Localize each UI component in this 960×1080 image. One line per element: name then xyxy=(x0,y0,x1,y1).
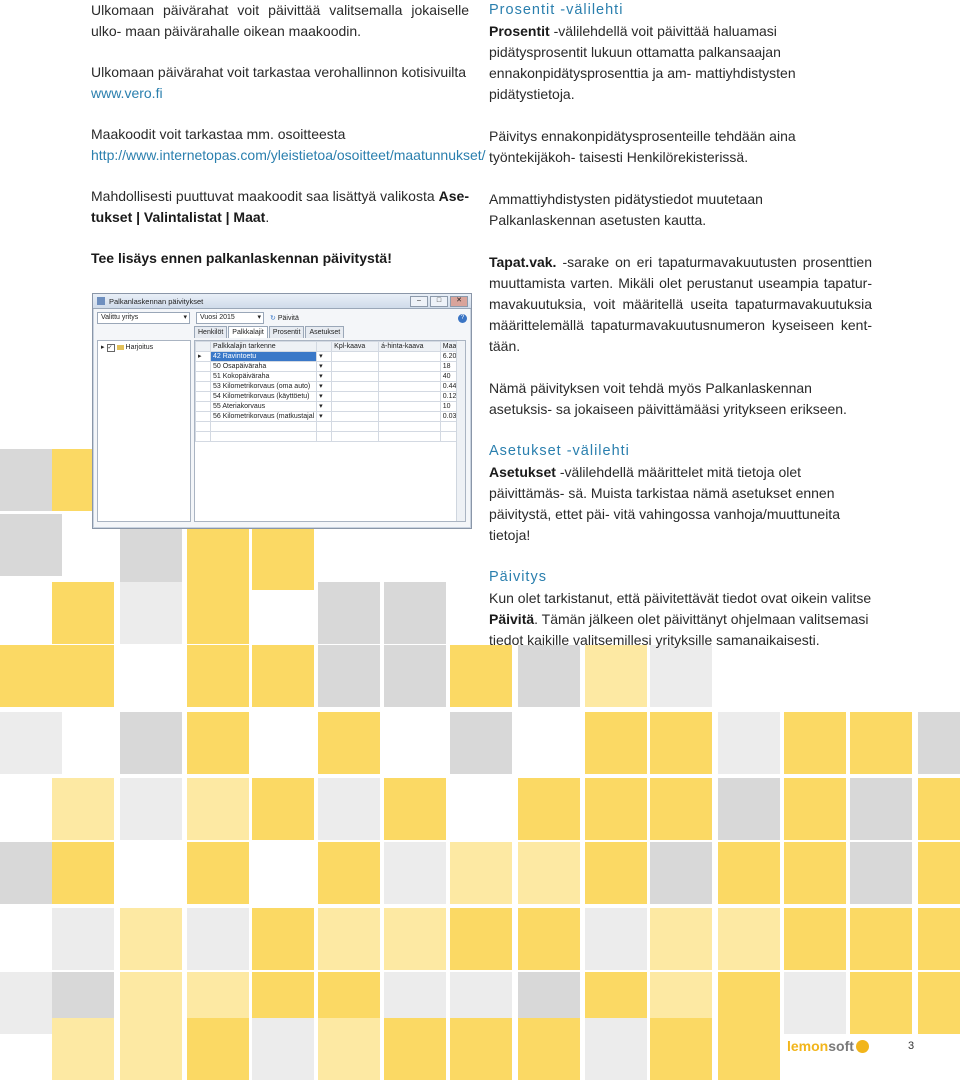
decorative-square xyxy=(187,908,249,970)
kpl-cell[interactable] xyxy=(332,392,379,402)
tree-item[interactable] xyxy=(98,341,190,354)
decorative-square xyxy=(120,1018,182,1080)
decorative-square xyxy=(585,712,647,774)
decorative-square xyxy=(585,842,647,904)
decorative-square xyxy=(784,908,846,970)
kpl-cell[interactable] xyxy=(332,372,379,382)
maa-cell[interactable]: 10 xyxy=(440,402,464,412)
decorative-square xyxy=(120,778,182,840)
decorative-square xyxy=(518,842,580,904)
row-indicator xyxy=(196,412,211,422)
salary-type-cell[interactable]: 55 Ateriakorvaus xyxy=(211,402,317,412)
decorative-square xyxy=(518,908,580,970)
dropdown-icon[interactable]: ▾ xyxy=(317,392,332,402)
tax-website-text: Ulkomaan päivärahat voit tarkastaa verohallinnon kotisivuilta xyxy=(91,64,467,80)
decorative-square xyxy=(384,778,446,840)
window-toolbar xyxy=(97,312,467,324)
asetukset-bold: Asetukset xyxy=(489,464,556,480)
payroll-update-window xyxy=(92,293,472,529)
company-tree xyxy=(97,340,191,522)
paivitys-text-1: Kun olet tarkistanut, että päivitettävät tiedot ovat oikein valitse xyxy=(489,590,872,606)
decorative-square xyxy=(650,645,712,707)
decorative-square xyxy=(252,778,314,840)
page-number: 3 xyxy=(908,1040,915,1052)
decorative-square xyxy=(187,528,249,590)
refresh-icon: ↻ xyxy=(270,314,276,322)
decorative-square xyxy=(784,778,846,840)
minimize-icon[interactable]: – xyxy=(410,296,428,307)
link-vero[interactable]: www.vero.fi xyxy=(91,85,163,101)
salary-type-cell[interactable]: 42 Ravintoetu xyxy=(211,352,317,362)
chevron-down-icon: ▾ xyxy=(257,314,261,321)
decorative-square xyxy=(718,778,780,840)
kpl-cell[interactable] xyxy=(332,412,379,422)
dropdown-icon[interactable]: ▾ xyxy=(317,402,332,412)
decorative-square xyxy=(718,908,780,970)
paragraph-union: Ammattiyhdistysten pidätystiedot muutetaan Palkanlaskennan asetusten kautta. xyxy=(489,191,763,228)
paragraph-settings-alt: Nämä päivityksen voit tehdä myös Palkanlaskennan asetuksis- sa jokaiseen päivittämääsi yritykseen erikseen. xyxy=(489,380,847,417)
decorative-square xyxy=(850,778,912,840)
decorative-square xyxy=(384,908,446,970)
kpl-cell[interactable] xyxy=(332,382,379,392)
decorative-square xyxy=(850,842,912,904)
paragraph-tax-website xyxy=(91,62,469,104)
ahinta-cell[interactable] xyxy=(379,392,441,402)
ahinta-cell[interactable] xyxy=(379,352,441,362)
decorative-square xyxy=(384,645,446,707)
tab-palkkalajit[interactable]: Palkkalajit xyxy=(228,326,268,338)
right-column xyxy=(489,0,872,651)
decorative-square xyxy=(918,972,960,1034)
decorative-square xyxy=(450,908,512,970)
maa-cell[interactable]: 0.12 xyxy=(440,392,464,402)
kpl-cell[interactable] xyxy=(332,352,379,362)
table-row-empty[interactable] xyxy=(196,422,465,432)
link-internetopas[interactable]: http://www.internetopas.com/yleistietoa/osoitteet/maatunnukset/ xyxy=(91,147,486,163)
update-button-label: Päivitä xyxy=(277,314,299,322)
row-indicator xyxy=(196,372,211,382)
chevron-down-icon: ▾ xyxy=(183,314,187,321)
table-row[interactable] xyxy=(196,392,465,402)
row-indicator xyxy=(196,392,211,402)
decorative-square xyxy=(0,514,62,576)
paragraph-country-codes xyxy=(91,124,486,166)
close-icon[interactable]: ✕ xyxy=(450,296,468,307)
maa-cell[interactable]: 18 xyxy=(440,362,464,372)
decorative-square xyxy=(918,712,960,774)
row-indicator xyxy=(196,382,211,392)
paragraph-missing-codes: Mahdollisesti puuttuvat maakoodit saa lisättyä valikosta Ase- tukset | Valintalistat | Maat. xyxy=(91,188,469,225)
decorative-square xyxy=(718,1018,780,1080)
ahinta-cell[interactable] xyxy=(379,362,441,372)
paragraph-daily-allowance: Ulkomaan päivärahat voit päivittää valitsemalla jokaiselle ulko- maan päivärahalle oikean maakoodin. xyxy=(91,2,469,39)
salary-type-cell[interactable]: 56 Kilometrikorvaus (matkustajal xyxy=(211,412,317,422)
decorative-square xyxy=(784,972,846,1034)
maa-cell[interactable]: 0.03 xyxy=(440,412,464,422)
decorative-square xyxy=(784,842,846,904)
table-row[interactable] xyxy=(196,372,465,382)
decorative-square xyxy=(187,1018,249,1080)
decorative-square xyxy=(518,778,580,840)
decorative-square xyxy=(318,712,380,774)
prosentit-text: -välilehdellä voit päivittää haluamasi pidätysprosentit lukuun ottamatta palkansaajan ennakonpidätysprosenttia ja am- mattiyhdistysten pidätystietoja. xyxy=(489,23,796,102)
decorative-square xyxy=(384,842,446,904)
paragraph-prosentit xyxy=(489,21,872,105)
decorative-square xyxy=(918,908,960,970)
salary-type-cell[interactable]: 53 Kilometrikorvaus (oma auto) xyxy=(211,382,317,392)
warning-text: Tee lisäys ennen palkanlaskennan päivitystä! xyxy=(91,250,392,266)
window-tabs xyxy=(194,326,344,338)
decorative-square xyxy=(120,528,182,590)
table-row[interactable] xyxy=(196,412,465,422)
help-icon[interactable]: ? xyxy=(458,314,467,323)
table-row-empty[interactable] xyxy=(196,432,465,442)
asetukset-text: -välilehdellä määrittelet mitä tietoja olet päivittämäs- sä. Muista tarkistaa nämä asetukset ennen päivitystä, ettet päi- vitä vahingossa vanhoja/muuttuneita tietoja! xyxy=(489,464,840,543)
decorative-square xyxy=(187,842,249,904)
decorative-square xyxy=(450,712,512,774)
decorative-square xyxy=(120,908,182,970)
decorative-square xyxy=(585,908,647,970)
dropdown-icon[interactable]: ▾ xyxy=(317,382,332,392)
app-icon xyxy=(97,297,105,305)
decorative-square xyxy=(450,842,512,904)
decorative-square xyxy=(850,712,912,774)
table-row[interactable] xyxy=(196,362,465,372)
decorative-square xyxy=(120,712,182,774)
decorative-square xyxy=(450,1018,512,1080)
company-combo-value: Valittu yritys xyxy=(101,314,139,321)
expand-icon: ▸ xyxy=(101,344,105,351)
grid-header[interactable]: Palkkalajin tarkenne xyxy=(211,342,317,352)
grid-header[interactable]: Kpl-kaava xyxy=(332,342,379,352)
decorative-square xyxy=(187,778,249,840)
update-button[interactable] xyxy=(270,314,299,323)
decorative-square xyxy=(252,528,314,590)
decorative-square xyxy=(384,582,446,644)
missing-codes-text: Mahdollisesti puuttuvat maakoodit saa lisättyä valikosta xyxy=(91,188,435,204)
grid-header[interactable]: á-hinta-kaava xyxy=(379,342,441,352)
decorative-square xyxy=(518,1018,580,1080)
ahinta-cell[interactable] xyxy=(379,402,441,412)
logo-part-soft: soft xyxy=(828,1038,854,1054)
grid-header[interactable]: Maa xyxy=(440,342,464,352)
dropdown-icon[interactable]: ▾ xyxy=(317,362,332,372)
dropdown-icon[interactable]: ▾ xyxy=(317,372,332,382)
year-combo[interactable] xyxy=(196,312,264,324)
table-row[interactable] xyxy=(196,402,465,412)
decorative-square xyxy=(318,645,380,707)
checkbox-icon[interactable]: ✓ xyxy=(107,344,113,351)
decorative-square xyxy=(784,712,846,774)
salary-type-cell[interactable]: 54 Kilometrikorvaus (käyttöetu) xyxy=(211,392,317,402)
decorative-square xyxy=(52,645,114,707)
decorative-square xyxy=(918,778,960,840)
decorative-square xyxy=(52,908,114,970)
salary-type-grid xyxy=(194,340,466,522)
row-indicator: ▸ xyxy=(196,352,211,362)
maximize-icon[interactable]: □ xyxy=(430,296,448,307)
window-titlebar xyxy=(93,294,471,309)
section-title-paivitys: Päivitys xyxy=(489,569,547,585)
kpl-cell[interactable] xyxy=(332,402,379,412)
decorative-square xyxy=(318,582,380,644)
decorative-square xyxy=(52,1018,114,1080)
paragraph-warning xyxy=(91,248,469,269)
prosentit-bold: Prosentit xyxy=(489,23,550,39)
decorative-square xyxy=(52,582,114,644)
paragraph-paivitys xyxy=(489,588,872,651)
decorative-square xyxy=(518,645,580,707)
table-row[interactable] xyxy=(196,382,465,392)
salary-type-cell[interactable]: 50 Osapäiväraha xyxy=(211,362,317,372)
decorative-square xyxy=(187,712,249,774)
ahinta-cell[interactable] xyxy=(379,382,441,392)
decorative-square xyxy=(384,1018,446,1080)
tab-prosentit[interactable]: Prosentit xyxy=(269,326,305,338)
country-codes-text: Maakoodit voit tarkastaa mm. osoitteesta xyxy=(91,126,346,142)
decorative-square xyxy=(585,778,647,840)
kpl-cell[interactable] xyxy=(332,362,379,372)
accident-text: -sarake on eri tapaturmavakuutusten prosenttien muuttamista varten. Mikäli olet perustanut useampia tapatur- mavakuutuksia, voit määritellä useita tapaturmavakuutuksia määrittelemällä tapaturmavakuutusnumeron kyseiseen kent- tään. xyxy=(489,254,873,354)
decorative-square xyxy=(187,645,249,707)
table-row[interactable] xyxy=(196,352,465,362)
decorative-square xyxy=(318,908,380,970)
section-title-prosentit: Prosentit -välilehti xyxy=(489,2,624,18)
decorative-square xyxy=(718,842,780,904)
section-title-asetukset: Asetukset -välilehti xyxy=(489,443,630,459)
tab-henkilot[interactable]: Henkilöt xyxy=(194,326,227,338)
paragraph-withholding: Päivitys ennakonpidätysprosenteille tehdään aina työntekijäkoh- taisesti Henkilörekisterissä. xyxy=(489,128,796,165)
maa-cell[interactable]: 40 xyxy=(440,372,464,382)
decorative-square xyxy=(0,712,62,774)
ahinta-cell[interactable] xyxy=(379,412,441,422)
scrollbar[interactable] xyxy=(456,341,465,521)
decorative-square xyxy=(918,842,960,904)
maa-cell[interactable]: 6.20 xyxy=(440,352,464,362)
decorative-square xyxy=(450,645,512,707)
decorative-square xyxy=(120,582,182,644)
decorative-square xyxy=(650,712,712,774)
decorative-square xyxy=(318,1018,380,1080)
decorative-square xyxy=(252,908,314,970)
paivitys-text-2: . Tämän jälkeen olet päivittänyt ohjelmaan valitsemasi tiedot kaikille valitsemillesi yrityksille samanaikaisesti. xyxy=(489,611,869,648)
decorative-square xyxy=(187,582,249,644)
menu-path: Ase- tukset | Valintalistat | Maat xyxy=(91,188,469,225)
company-combo[interactable] xyxy=(97,312,190,324)
tab-asetukset[interactable]: Asetukset xyxy=(305,326,344,338)
tree-item-label: Harjoitus xyxy=(125,344,154,351)
decorative-square xyxy=(52,778,114,840)
decorative-square xyxy=(585,645,647,707)
salary-type-cell[interactable]: 51 Kokopäiväraha xyxy=(211,372,317,382)
maa-cell[interactable]: 0.44 xyxy=(440,382,464,392)
decorative-square xyxy=(718,712,780,774)
decorative-square xyxy=(318,778,380,840)
folder-icon xyxy=(117,345,124,350)
decorative-square xyxy=(585,1018,647,1080)
dropdown-icon[interactable]: ▾ xyxy=(317,352,332,362)
decorative-square xyxy=(650,908,712,970)
decorative-square xyxy=(52,842,114,904)
row-indicator xyxy=(196,402,211,412)
decorative-square xyxy=(650,842,712,904)
decorative-square xyxy=(650,778,712,840)
decorative-square xyxy=(650,1018,712,1080)
window-title: Palkanlaskennan päivitykset xyxy=(109,296,204,306)
decorative-square xyxy=(850,908,912,970)
ahinta-cell[interactable] xyxy=(379,372,441,382)
lemonsoft-logo xyxy=(787,1038,869,1054)
grid-header-row xyxy=(196,342,465,352)
paivitys-bold: Päivitä xyxy=(489,611,535,627)
year-combo-value: Vuosi 2015 xyxy=(200,314,235,321)
decorative-square xyxy=(252,1018,314,1080)
dropdown-icon[interactable]: ▾ xyxy=(317,412,332,422)
accident-bold: Tapat.vak. xyxy=(489,254,557,270)
paragraph-asetukset xyxy=(489,462,872,546)
row-indicator xyxy=(196,362,211,372)
left-column xyxy=(91,0,486,269)
lemon-icon xyxy=(856,1040,869,1053)
decorative-square xyxy=(850,972,912,1034)
logo-part-lemon: lemon xyxy=(787,1038,829,1054)
decorative-square xyxy=(252,645,314,707)
paragraph-accident-insurance xyxy=(489,252,872,357)
decorative-square xyxy=(318,842,380,904)
